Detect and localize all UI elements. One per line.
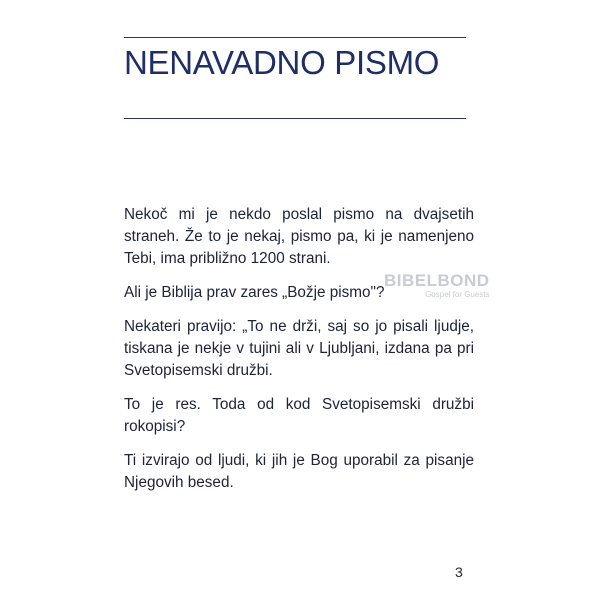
paragraph-3: Nekateri pravijo: „To ne drži, saj so jo pisali ljudje, tiskana je nekje v tujini ali v Ljubljani, izdana pa pri Svetopisemski družbi. (124, 318, 474, 379)
watermark-sub-text: Gospel for Guests (425, 290, 490, 299)
page-title: NENAVADNO PISMO (124, 44, 440, 81)
paragraph-4: To je res. Toda od kod Svetopisemski družbi rokopisi? (124, 396, 474, 435)
paragraph-1: Nekoč mi je nekdo poslal pismo na dvajsetih straneh. Že to je nekaj, pismo pa, ki je namenjeno Tebi, ima približno 1200 strani. (124, 206, 474, 267)
title-bottom-rule (124, 118, 466, 119)
paragraph-2: Ali je Biblija prav zares „Božje pismo"? (124, 284, 385, 301)
body-text (124, 204, 474, 506)
paragraph-5: Ti izvirajo od ljudi, ki jih je Bog uporabil za pisanje Njegovih besed. (124, 452, 474, 491)
watermark-main-text: BIBELBOND (384, 271, 490, 290)
page-number: 3 (455, 564, 463, 580)
title-top-rule (124, 37, 466, 38)
